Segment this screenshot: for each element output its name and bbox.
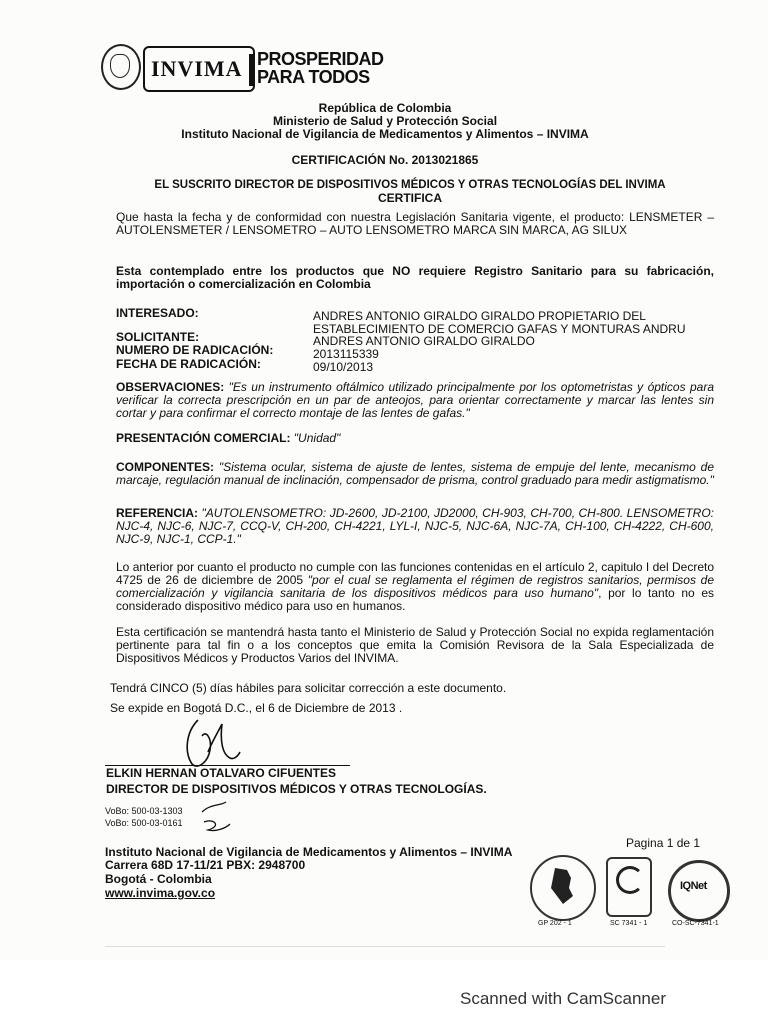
presentacion-text: "Unidad" — [293, 431, 341, 445]
colombia-map-icon — [545, 866, 577, 906]
radicacion-label: NUMERO DE RADICACIÓN: — [116, 343, 274, 357]
intro-paragraph: Que hasta la fecha y de conformidad con nuestra Legislación Sanitaria vigente, el producto: LENSMETER – AUTOLENSMETER / LENSOMETRO – AUTO LENSOMETRO MARCA SIN MARCA, AG SILUX — [116, 210, 714, 237]
presentacion-block — [116, 432, 714, 445]
iqnet-label: IQNet — [680, 880, 707, 892]
componentes-label: COMPONENTES: — [116, 460, 215, 474]
prosperidad-logo — [257, 50, 384, 86]
statement-paragraph: Esta contemplado entre los productos que NO requiere Registro Sanitario para su fabricación, importación o comercialización en Colombia — [116, 264, 714, 291]
signer-title: DIRECTOR DE DISPOSITIVOS MÉDICOS Y OTRAS TECNOLOGÍAS. — [106, 782, 487, 796]
fecha-value: 09/10/2013 — [313, 360, 374, 374]
componentes-block — [116, 461, 714, 487]
vobo-2: VoBo: 500-03-0161 — [105, 818, 183, 828]
signature-icon — [178, 712, 248, 772]
slogan-line-2: PARA TODOS — [257, 67, 370, 87]
legal-paragraph — [116, 561, 714, 613]
referencia-block — [116, 507, 714, 546]
correction-paragraph: Tendrá CINCO (5) días hábiles para solicitar corrección a este documento. — [110, 681, 507, 695]
vobo-1: VoBo: 500-03-1303 — [105, 806, 183, 816]
director-heading: EL SUSCRITO DIRECTOR DE DISPOSITIVOS MÉDICOS Y OTRAS TECNOLOGÍAS DEL INVIMA — [154, 179, 666, 191]
legal-text-c: , por lo tanto no es considerado dispositivo médico para uso en humanos. — [116, 586, 714, 613]
certification-number: CERTIFICACIÓN No. 2013021865 — [291, 153, 479, 167]
header-line-2: Ministerio de Salud y Protección Social — [272, 114, 498, 128]
referencia-label: REFERENCIA: — [116, 506, 199, 520]
interesado-value-1: ANDRES ANTONIO GIRALDO GIRALDO PROPIETARIO DEL — [313, 309, 646, 323]
observaciones-block — [116, 381, 714, 420]
radicacion-value: 2013115339 — [313, 347, 379, 361]
cert-code-2: SC 7341 - 1 — [610, 920, 648, 927]
componentes-text: "Sistema ocular, sistema de ajuste de lentes, sistema de empuje del lente, mecanismo de marcaje, regulación manual de inclinación, compensador de prisma, control graduado para medir astigmatismo." — [116, 460, 714, 487]
referencia-text: "AUTOLENSOMETRO: JD-2600, JD-2100, JD2000, CH-903, CH-700, CH-800. LENSOMETRO: NJC-4, NJC-6, NJC-7, CCQ-V, CH-200, CH-4221, LYL-I, NJC-5, NJC-6A, NJC-7A, CH-100, CH-4222, CH-600, NJC-9, NJC-1, CCP-1." — [116, 506, 714, 546]
solicitante-value: ANDRES ANTONIO GIRALDO GIRALDO — [313, 334, 535, 348]
interesado-value-2: ESTABLECIMIENTO DE COMERCIO GAFAS Y MONTURAS ANDRU — [313, 322, 686, 336]
header-line-3: Instituto Nacional de Vigilancia de Medicamentos y Alimentos – INVIMA — [181, 127, 589, 141]
observaciones-label: OBSERVACIONES: — [116, 380, 225, 394]
slogan-bar-icon — [249, 54, 254, 86]
fecha-label: FECHA DE RADICACIÓN: — [116, 357, 261, 371]
slogan-line-1: PROSPERIDAD — [257, 49, 384, 69]
solicitante-label: SOLICITANTE: — [116, 330, 200, 344]
issued-paragraph: Se expide en Bogotá D.C., el 6 de Diciembre de 2013 . — [110, 701, 403, 715]
footer-website[interactable]: www.invima.gov.co — [105, 886, 216, 900]
cert-code-3: CO-SC-7341-1 — [672, 920, 719, 927]
footer-institution: Instituto Nacional de Vigilancia de Medicamentos y Alimentos – INVIMA — [105, 845, 513, 859]
seal-shield-icon — [110, 54, 130, 78]
footer-city: Bogotá - Colombia — [105, 872, 212, 886]
observaciones-text: "Es un instrumento oftálmico utilizado principalmente por los optometristas y ópticos para verificar la correcta prescripción en un par de anteojos, para orientar correctamente y marcar las lentes sin cortar y para confirmar el correcto montaje de las lentes de gafas." — [116, 380, 714, 420]
cert-code-1: GP 202 - 1 — [538, 920, 572, 927]
invima-logo: INVIMA — [151, 56, 243, 81]
presentacion-label: PRESENTACIÓN COMERCIAL: — [116, 431, 291, 445]
initials-icon — [196, 800, 236, 836]
legal-text-a: Lo anterior por cuanto el producto no cumple con las funciones contenidas en el artículo 2, capitulo I del Decreto 4725 de 26 de diciembre de 2005 — [116, 560, 714, 587]
footer-edge — [105, 946, 665, 947]
signer-name: ELKIN HERNAN OTALVARO CIFUENTES — [106, 766, 336, 780]
footer-address: Carrera 68D 17-11/21 PBX: 2948700 — [105, 858, 306, 872]
interesado-label: INTERESADO: — [116, 306, 199, 320]
validity-paragraph: Esta certificación se mantendrá hasta tanto el Ministerio de Salud y Protección Social no expida reglamentación pertinente para tal fin o a los conceptos que emita la Comisión Revisora de la Sala Especializada de Dispositivos Médicos y Productos Varios del INVIMA. — [116, 625, 714, 665]
camscanner-watermark: Scanned with CamScanner — [460, 989, 667, 1008]
icontec-c-icon — [616, 866, 644, 894]
page-number: Pagina 1 de 1 — [626, 836, 701, 850]
certifica-heading: CERTIFICA — [378, 191, 442, 205]
decree-quote: "por el cual se reglamenta el régimen de registros sanitarios, permisos de comercialización y vigilancia sanitaria de los dispositivos médicos para uso humano" — [116, 573, 714, 600]
header-line-1: República de Colombia — [318, 101, 452, 115]
